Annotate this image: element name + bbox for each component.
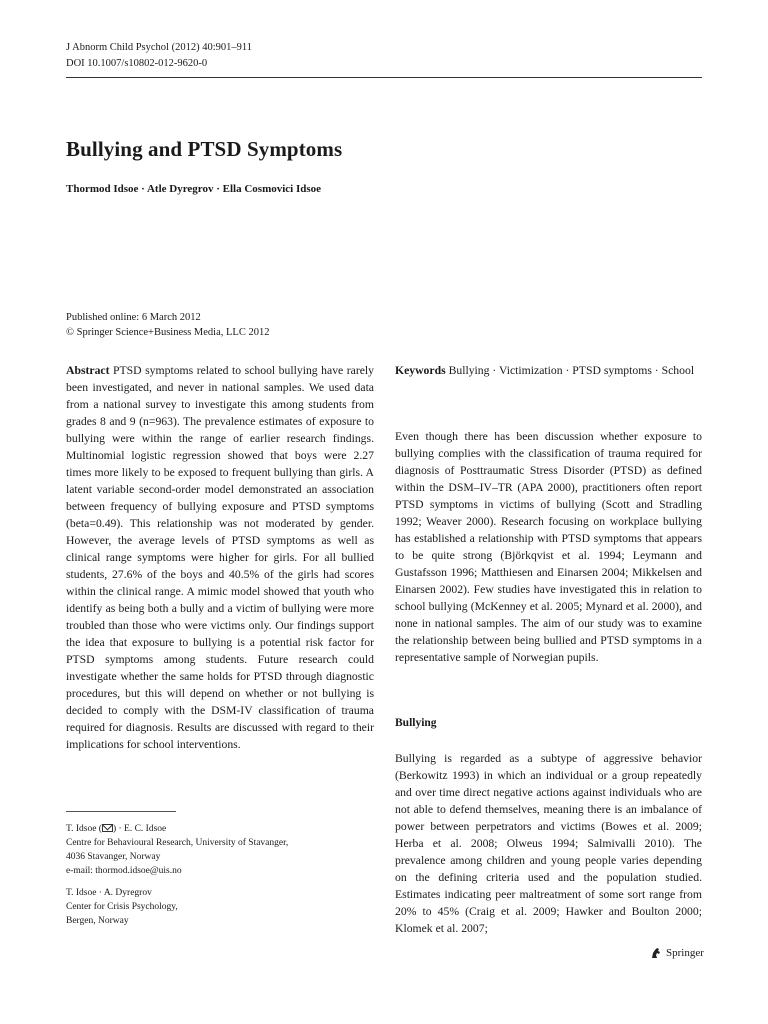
affiliation-1-email[interactable]: e-mail: thormod.idsoe@uis.no	[66, 866, 182, 876]
section-heading-bullying: Bullying	[395, 717, 437, 729]
introduction-paragraph	[395, 428, 702, 666]
springer-horse-icon	[650, 947, 662, 959]
bullying-text: Bullying is regarded as a subtype of aggressive behavior (Berkowitz 1993) in which an individual or a group repeatedly and over time direct negative actions against individuals who are not able to defend themselves, meaning there is an imbalance of power between perpetrators and victims (Bowes et al. 2009; Herba et al. 2008; Olweus 1994; Salmivalli 2010). The prevalence among children and young people varies depending on the defining criteria used and the population studied. Estimates indicating peer maltreatment of some sort range from 20% to 45% (Craig et al. 2009; Hawker and Boulton 2000; Klomek et al. 2007;	[395, 752, 702, 935]
journal-citation: J Abnorm Child Psychol (2012) 40:901–911	[66, 42, 252, 53]
affiliation-2	[66, 886, 178, 928]
intro-text: Even though there has been discussion whether exposure to bullying complies with the classification of trauma required for diagnosis of Posttraumatic Stress Disorder (PTSD) as defined within the DSM–IV–TR (APA 2000), practitioners often report PTSD symptoms in victims of bullying (Scott and Stradling 1992; Weaver 2000). Research focusing on workplace bullying has established a relationship with PTSD symptoms that appears to be quite strong (Björkqvist et al. 1994; Leymann and Gustafsson 1996; Matthiesen and Einarsen 2004; Mikkelsen and Einarsen 2002). Few studies have investigated this in relation to school bullying (McKenney et al. 2005; Mynard et al. 2000), and none in national samples. The aim of our study was to examine the relationship between being bullied and PTSD symptoms in a representative sample of Norwegian pupils.	[395, 430, 702, 664]
affiliation-2-authors: T. Idsoe · A. Dyregrov	[66, 888, 152, 898]
affiliation-2-address: Bergen, Norway	[66, 916, 129, 926]
affiliation-1	[66, 822, 288, 878]
springer-logo	[650, 947, 704, 959]
keywords-label: Keywords	[395, 364, 446, 377]
publication-info	[66, 310, 269, 340]
envelope-icon	[102, 824, 113, 832]
abstract	[66, 362, 374, 753]
abstract-text: PTSD symptoms related to school bullying have rarely been investigated, and never in national samples. We used data from a national survey to investigate this among students from grades 8 and 9 (n=963). The prevalence estimates of exposure to bullying were within the range of earlier research findings. Multinomial logistic regression showed that boys were 2.27 times more likely to be exposed to frequent bullying than girls. A latent variable second-order model demonstrated an association between frequency of bullying exposure and PTSD symptoms (beta=0.49). This relationship was not moderated by gender. However, the average levels of PTSD symptoms as well as clinical range symptoms were higher for girls. For all bullied students, 27.6% of the boys and 40.5% of the girls had scores within the clinical range. A mimic model showed that youth who identify as being both a bully and a victim of bullying were more troubled than those who were victims only. Our findings support the idea that exposure to bullying is a potential risk factor for PTSD symptoms among students. Future research could investigate whether the same holds for PTSD through diagnostic procedures, but this will depend on whether or not bullying is decided to comply with the DSM-IV classification of trauma required for diagnosis. Results are discussed with regard to their implications for school interventions.	[66, 364, 375, 751]
affiliation-1-authors: T. Idsoe ( ) · E. C. Idsoe	[66, 824, 167, 834]
footnote-rule	[66, 811, 176, 812]
journal-header	[66, 40, 252, 72]
bullying-paragraph	[395, 750, 702, 937]
affiliation-2-institution: Center for Crisis Psychology,	[66, 902, 178, 912]
header-rule	[66, 77, 702, 78]
published-date: Published online: 6 March 2012	[66, 312, 201, 323]
springer-wordmark: Springer	[666, 947, 704, 959]
doi[interactable]: DOI 10.1007/s10802-012-9620-0	[66, 58, 208, 69]
affiliation-1-institution: Centre for Behavioural Research, University of Stavanger,	[66, 838, 289, 848]
paper-title: Bullying and PTSD Symptoms	[66, 137, 343, 161]
keywords-text: Bullying · Victimization · PTSD symptoms · School	[448, 364, 695, 377]
affiliation-1-address: 4036 Stavanger, Norway	[66, 852, 161, 862]
abstract-label: Abstract	[66, 364, 110, 377]
copyright: © Springer Science+Business Media, LLC 2012	[66, 327, 270, 338]
author-list: Thormod Idsoe · Atle Dyregrov · Ella Cosmovici Idsoe	[66, 183, 322, 195]
keywords	[395, 362, 702, 379]
